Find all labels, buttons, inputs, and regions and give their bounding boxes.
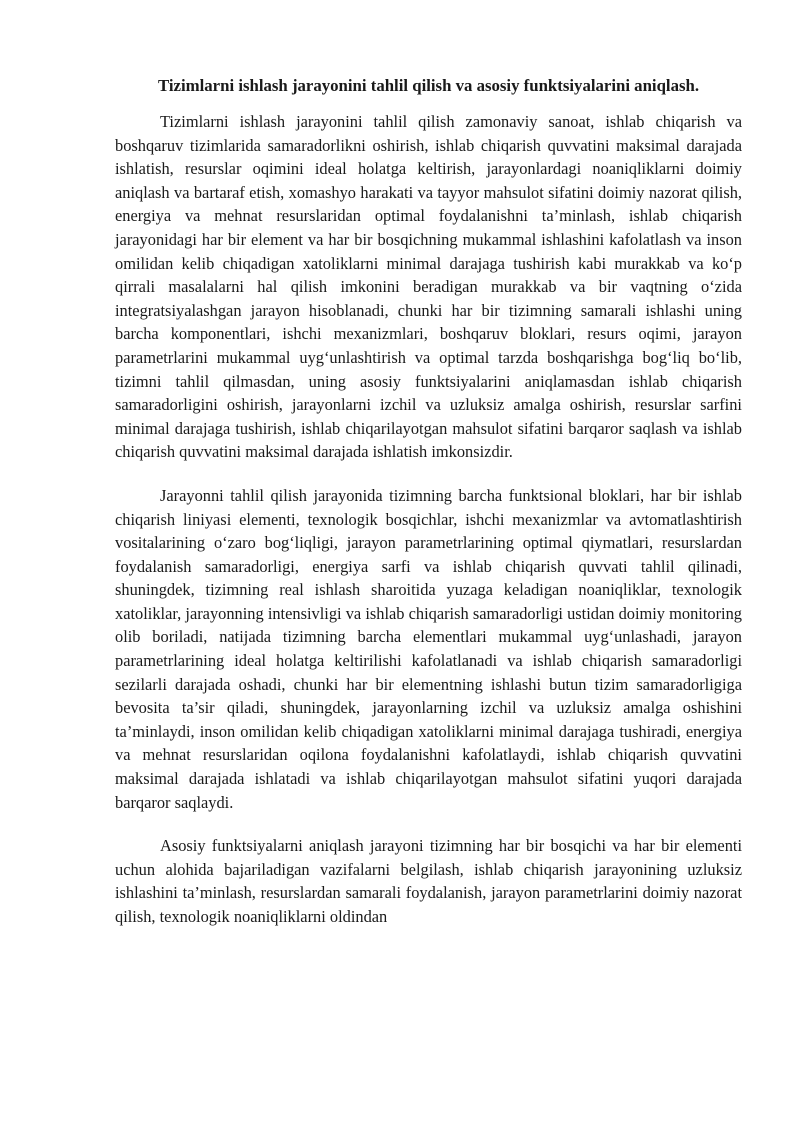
document-page	[115, 74, 742, 929]
document-title: Tizimlarni ishlash jarayonini tahlil qilish va asosiy funktsiyalarini aniqlash.	[157, 76, 700, 95]
paragraph-2: Jarayonni tahlil qilish jarayonida tizimning barcha funktsional bloklari, har bir ishlab chiqarish liniyasi elementi, texnologik bosqichlar, ishchi mexanizmlar va avtomatlashtirish vositalarining o‘zaro bog‘liqligi, jarayon parametrlarining optimal qiymatlari, resurslardan foydalanish samaradorligi, energiya sarfi va ishlab chiqarish quvvati tahlil qilinadi, shuningdek, tizimning real ishlash sharoitida yuzaga keladigan noaniqliklar, texnologik xatoliklar, jarayonning intensivligi va ishlab chiqarish samaradorligi ustidan doimiy monitoring olib boriladi, natijada tizimning barcha elementlari mukammal uyg‘unlashadi, jarayon parametrlarining ideal holatga keltirilishi kafolatlanadi va ishlab chiqarish samaradorligi sezilarli darajada oshadi, chunki har bir elementning ishlashi butun tizim samaradorligiga bevosita ta’sir qiladi, shuningdek, jarayonlarning izchil va uzluksiz amalga oshishini ta’minlaydi, inson omilidan kelib chiqadigan xatoliklarni minimal darajaga tushiradi, energiya va mehnat resurslaridan oqilona foydalanishni kafolatlaydi, ishlab chiqarish quvvatini maksimal darajada ishlatadi va ishlab chiqarilayotgan mahsulot sifatini yuqori darajada barqaror saqlaydi.	[115, 485, 742, 812]
paragraph-3: Asosiy funktsiyalarni aniqlash jarayoni tizimning har bir bosqichi va har bir elementi uchun alohida bajariladigan vazifalarni belgilash, ishlab chiqarish jarayonining uzluksiz ishlashini ta’minlash, resurslardan samarali foydalanish, jarayon parametrlarini doimiy nazorat qilish, texnologik noaniqliklarni oldindan	[115, 836, 742, 926]
paragraph-1: Tizimlarni ishlash jarayonini tahlil qilish zamonaviy sanoat, ishlab chiqarish va boshqaruv tizimlarida samaradorlikni oshirish, ishlab chiqarish quvvatini maksimal darajada ishlatish, resurslar oqimini ideal holatga keltirish, jarayonlardagi noaniqliklarni doimiy aniqlash va bartaraf etish, xomashyo harakati va tayyor mahsulot sifatini doimiy nazorat qilish, energiya va mehnat resurslaridan optimal foydalanishni ta’minlash, ishlab chiqarish jarayonidagi har bir element va har bir bosqichning mukammal ishlashini kafolatlash va inson omilidan kelib chiqadigan xatoliklarni minimal darajaga tushirish kabi murakkab va ko‘p qirrali masalalarni hal qilish imkonini beradigan murakkab va bir vaqtning o‘zida integratsiyalashgan jarayon hisoblanadi, chunki har bir tizimning samarali ishlashi uning barcha komponentlari, ishchi mexanizmlari, boshqaruv bloklari, resurs oqimi, jarayon parametrlarini mukammal uyg‘unlashtirish va optimal tarzda boshqarishga bog‘liq bo‘lib, tizimni tahlil qilmasdan, uning asosiy funktsiyalarini aniqlamasdan ishlab chiqarish samaradorligini oshirish, jarayonlarni izchil va uzluksiz amalga oshirish, resurslar sarfini minimal darajaga tushirish, ishlab chiqarilayotgan mahsulot sifatini barqaror saqlash va ishlab chiqarish quvvatini maksimal darajada ishlatish imkonsizdir.	[115, 112, 742, 462]
